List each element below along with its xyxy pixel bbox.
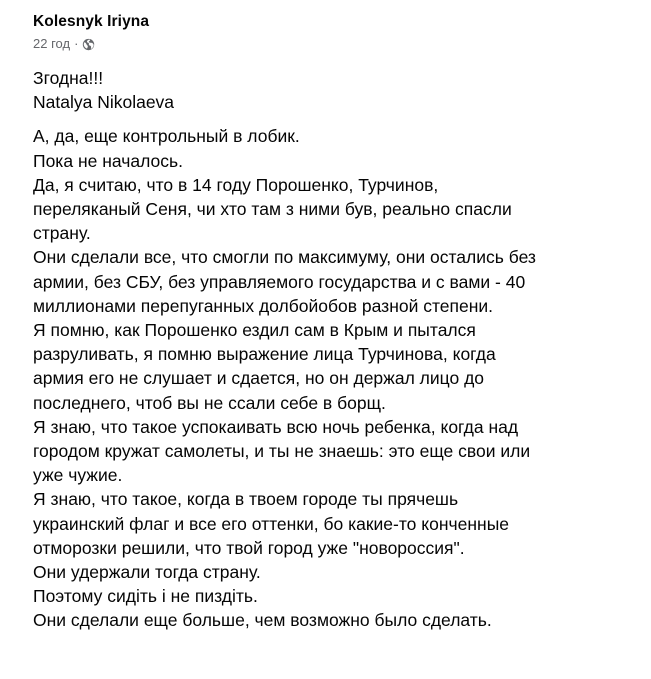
globe-icon[interactable] xyxy=(82,38,95,51)
text-line: уже чужие. xyxy=(33,465,123,486)
text-line: Они удержали тогда страну. xyxy=(33,562,261,583)
text-line: страну. xyxy=(33,223,91,244)
text-line: украинский флаг и все его оттенки, бо какие-то конченные xyxy=(33,513,510,534)
greeting-line: Згодна!!! xyxy=(33,68,104,88)
text-line: последнего, чтоб вы не ссали себе в борщ. xyxy=(33,392,386,413)
mention-link[interactable]: Natalya Nikolaeva xyxy=(33,92,175,113)
post-text xyxy=(33,66,593,633)
text-line: миллионами перепуганных долбойобов разной степени. xyxy=(33,295,494,316)
text-line: Да, я считаю, что в 14 году Порошенко, Турчинов, xyxy=(33,174,439,195)
text-line: Пока не началось. xyxy=(33,150,183,171)
post-header xyxy=(33,0,651,52)
text-line: Поэтому сидіть і не пиздіть. xyxy=(33,586,258,607)
text-line: А, да, еще контрольный в лобик. xyxy=(33,126,300,147)
text-line: Я знаю, что такое успокаивать всю ночь ребенка, когда над xyxy=(33,416,519,437)
text-line: армия его не слушает и сдается, но он держал лицо до xyxy=(33,368,485,389)
text-line: городом кружат самолеты, и ты не знаешь: это еще свои или xyxy=(33,441,531,462)
greeting-paragraph xyxy=(33,66,593,114)
text-line: разруливать, я помню выражение лица Турчинова, когда xyxy=(33,344,496,365)
meta-separator: · xyxy=(74,36,79,51)
text-line: переляканый Сеня, чи хто там з ними був, реально спасли xyxy=(33,199,512,220)
text-line: Я помню, как Порошенко ездил сам в Крым и пытался xyxy=(33,320,476,341)
post-meta xyxy=(33,36,651,52)
post-timestamp[interactable]: 22 год xyxy=(33,36,71,51)
text-line: Я знаю, что такое, когда в твоем городе ты прячешь xyxy=(33,489,459,510)
text-line: Они сделали все, что смогли по максимуму, они остались без xyxy=(33,247,536,268)
text-line: отморозки решили, что твой город уже "новороссия". xyxy=(33,537,465,558)
text-line: армии, без СБУ, без управляемого государства и с вами - 40 xyxy=(33,271,526,292)
body-paragraph xyxy=(33,124,593,632)
author-name[interactable]: Kolesnyk Iriyna xyxy=(33,13,150,30)
text-line: Они сделали еще больше, чем возможно было сделать. xyxy=(33,610,492,631)
